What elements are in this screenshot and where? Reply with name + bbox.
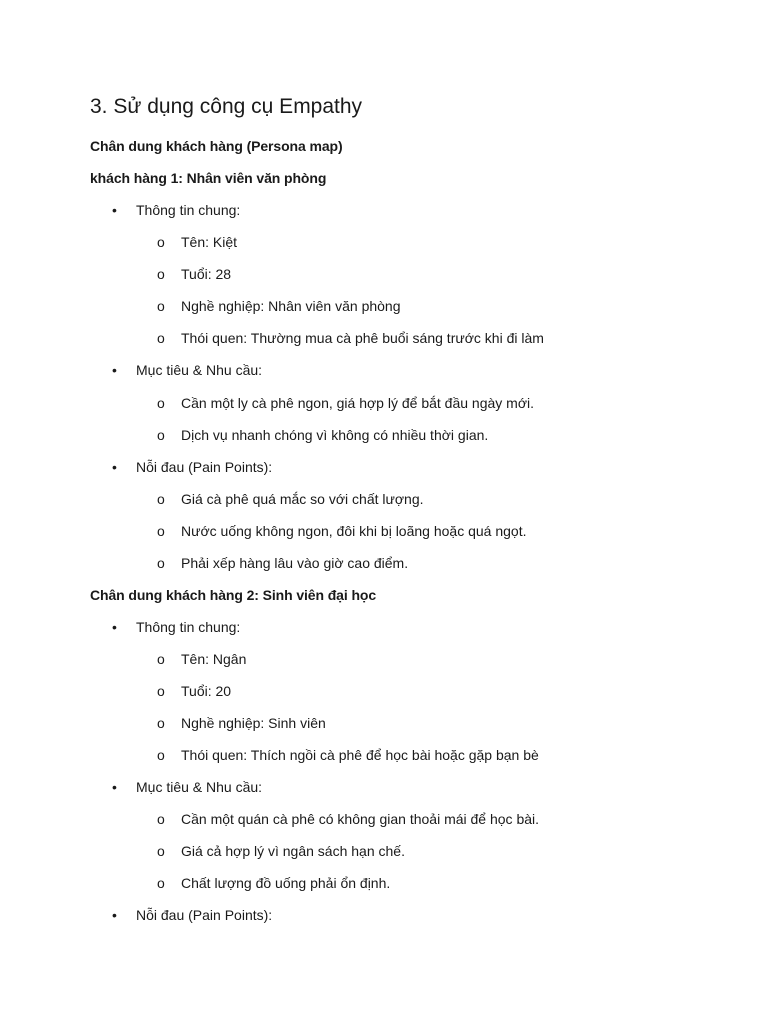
section-title: 3. Sử dụng công cụ Empathy [90, 95, 363, 118]
list-item: Tên: Ngân [181, 651, 247, 667]
sub-bullet-marker: o [157, 523, 165, 539]
sub-bullet-marker: o [157, 651, 165, 667]
customer-1-heading: khách hàng 1: Nhân viên văn phòng [90, 170, 327, 186]
list-item: Giá cả hợp lý vì ngân sách hạn chế. [181, 843, 405, 859]
sub-bullet-marker: o [157, 234, 165, 250]
list-item: Nghề nghiệp: Nhân viên văn phòng [181, 298, 401, 314]
bullet-marker: • [112, 362, 117, 378]
list-item: Tuổi: 28 [181, 266, 232, 282]
list-item: Thói quen: Thích ngồi cà phê để học bài hoặc gặp bạn bè [181, 747, 539, 763]
sub-bullet-marker: o [157, 298, 165, 314]
list-item: Dịch vụ nhanh chóng vì không có nhiều thời gian. [181, 427, 489, 443]
customer-2-heading: Chân dung khách hàng 2: Sinh viên đại học [90, 587, 377, 603]
customer-1-pain-label: Nỗi đau (Pain Points): [136, 459, 273, 475]
list-item: Cần một ly cà phê ngon, giá hợp lý để bắt đầu ngày mới. [181, 395, 535, 411]
sub-bullet-marker: o [157, 747, 165, 763]
sub-bullet-marker: o [157, 811, 165, 827]
customer-2-general-label: Thông tin chung: [136, 619, 241, 635]
list-item: Tên: Kiệt [181, 234, 238, 250]
list-item: Phải xếp hàng lâu vào giờ cao điểm. [181, 555, 409, 571]
bullet-marker: • [112, 459, 117, 475]
persona-heading: Chân dung khách hàng (Persona map) [90, 138, 343, 154]
bullet-marker: • [112, 779, 117, 795]
sub-bullet-marker: o [157, 427, 165, 443]
sub-bullet-marker: o [157, 555, 165, 571]
list-item: Nghề nghiệp: Sinh viên [181, 715, 326, 731]
customer-1-goals-label: Mục tiêu & Nhu cầu: [136, 362, 263, 378]
list-item: Giá cà phê quá mắc so với chất lượng. [181, 491, 424, 507]
sub-bullet-marker: o [157, 843, 165, 859]
bullet-marker: • [112, 202, 117, 218]
sub-bullet-marker: o [157, 266, 165, 282]
bullet-marker: • [112, 619, 117, 635]
sub-bullet-marker: o [157, 715, 165, 731]
sub-bullet-marker: o [157, 875, 165, 891]
sub-bullet-marker: o [157, 491, 165, 507]
sub-bullet-marker: o [157, 330, 165, 346]
bullet-marker: • [112, 907, 117, 923]
list-item: Tuổi: 20 [181, 683, 232, 699]
customer-1-general-label: Thông tin chung: [136, 202, 241, 218]
sub-bullet-marker: o [157, 395, 165, 411]
list-item: Nước uống không ngon, đôi khi bị loãng hoặc quá ngọt. [181, 523, 527, 539]
list-item: Chất lượng đồ uống phải ổn định. [181, 875, 391, 891]
customer-2-pain-label: Nỗi đau (Pain Points): [136, 907, 273, 923]
customer-2-goals-label: Mục tiêu & Nhu cầu: [136, 779, 263, 795]
list-item: Thói quen: Thường mua cà phê buổi sáng trước khi đi làm [181, 330, 544, 346]
list-item: Cần một quán cà phê có không gian thoải mái để học bài. [181, 811, 540, 827]
sub-bullet-marker: o [157, 683, 165, 699]
